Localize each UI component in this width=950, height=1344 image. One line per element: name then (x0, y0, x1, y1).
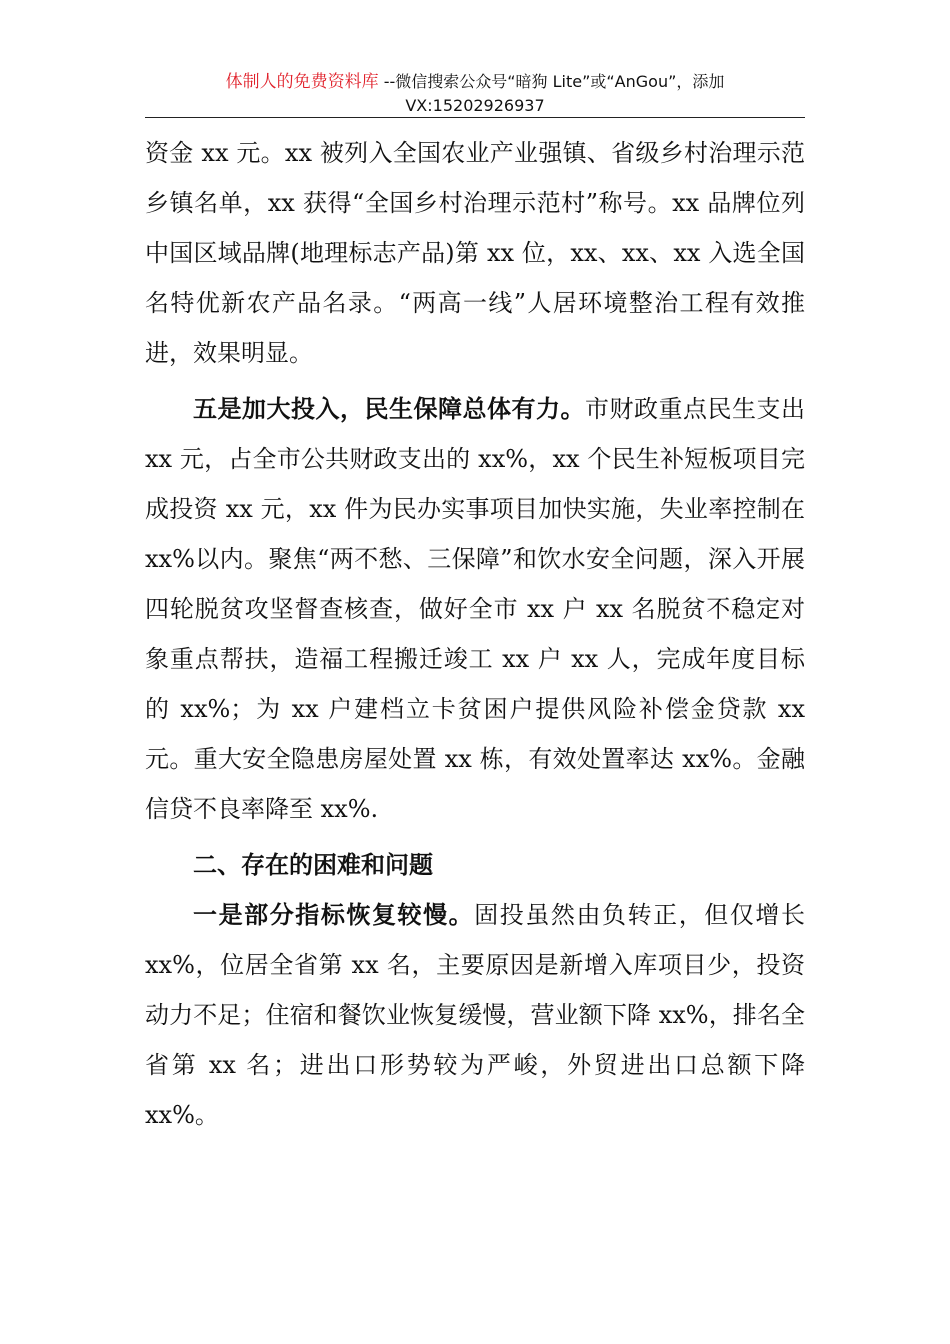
page-header (145, 70, 805, 117)
paragraph-livelihood (145, 384, 805, 834)
paragraph-lead-heading: 五是加大投入，民生保障总体有力。 (193, 394, 585, 423)
header-brand: 体制人的免费资料库 (225, 72, 379, 92)
header-promo-text: --微信搜索公众号“暗狗 Lite”或“AnGou”，添加 (378, 72, 725, 91)
section-heading: 二、存在的困难和问题 (193, 850, 433, 879)
document-body (145, 128, 805, 1140)
header-divider (145, 117, 805, 118)
paragraph-continuation: 资金 xx 元。xx 被列入全国农业产业强镇、省级乡村治理示范乡镇名单，xx 获得“全国乡村治理示范村”称号。xx 品牌位列中国区域品牌(地理标志产品)第 xx 位，xx、xx、xx 入选全国名特优新农产品名录。“两高一线”人居环境整治工程有效推进，效果明显。 (145, 139, 805, 367)
header-line-2: VX:15202926937 (405, 96, 545, 115)
paragraph-difficulties (145, 890, 805, 1140)
paragraph-body-text: 市财政重点民生支出 xx 元，占全市公共财政支出的 xx%，xx 个民生补短板项目完成投资 xx 元，xx 件为民办实事项目加快实施，失业率控制在 xx%以内。聚焦“两不愁、三保障”和饮水安全问题，深入开展四轮脱贫攻坚督查核查，做好全市 xx 户 xx 名脱贫不稳定对象重点帮扶，造福工程搬迁竣工 xx 户 xx 人，完成年度目标的 xx%；为 xx 户建档立卡贫困户提供风险补偿金贷款 xx 元。重大安全隐患房屋处置 xx 栋，有效处置率达 xx%。金融信贷不良率降至 xx%. (145, 395, 805, 823)
header-line-1 (145, 70, 805, 94)
paragraph-body-text: 固投虽然由负转正，但仅增长 xx%，位居全省第 xx 名，主要原因是新增入库项目少，投资动力不足；住宿和餐饮业恢复缓慢，营业额下降 xx%，排名全省第 xx 名；进出口形势较为严峻，外贸进出口总额下降 xx%。 (145, 901, 806, 1129)
paragraph-lead-heading: 一是部分指标恢复较慢。 (193, 900, 475, 929)
